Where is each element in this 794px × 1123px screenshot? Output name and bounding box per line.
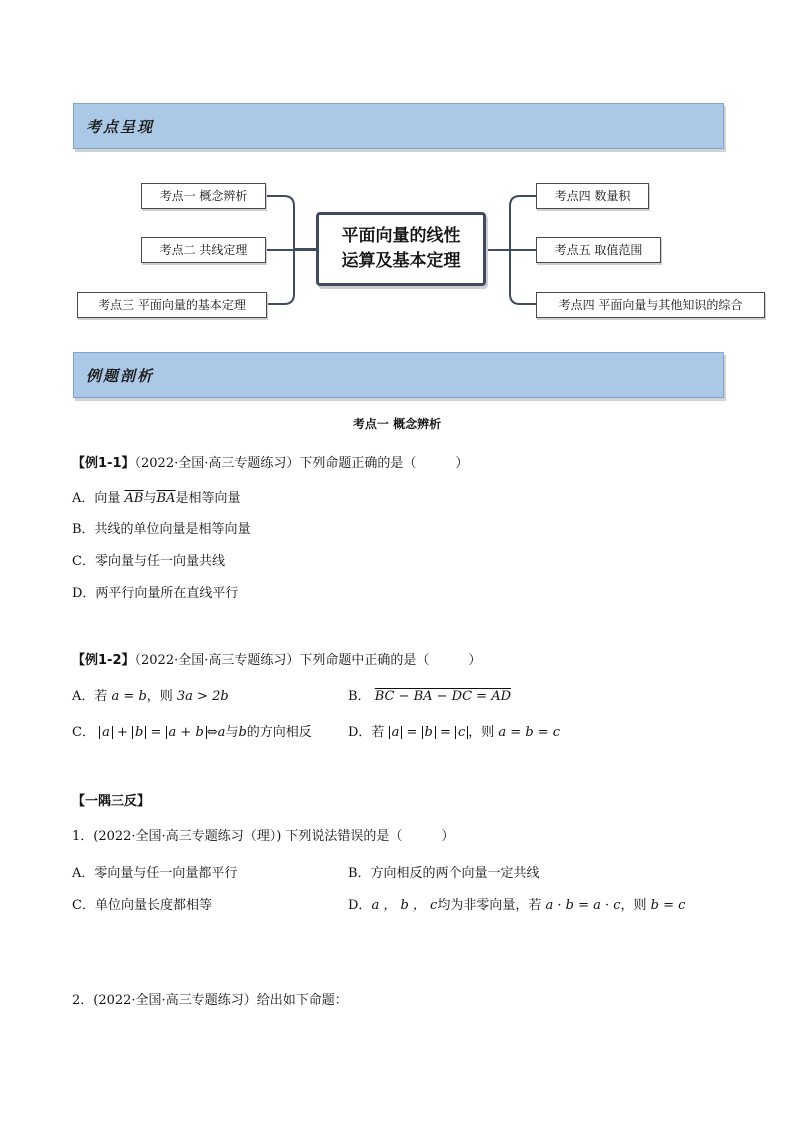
mindmap-center-node (316, 212, 486, 286)
mindmap-node-left-1: 考点一 概念辨析 (141, 183, 266, 209)
example-1-2-option-d: D．若 a = b = c ，则 a = b = c (348, 725, 561, 740)
mindmap-node-left-3: 考点三 平面向量的基本定理 (77, 292, 267, 318)
mindmap-node-right-1: 考点四 数量积 (536, 183, 649, 209)
formula: ⇔ (206, 725, 218, 740)
example-1-2-option-a (72, 685, 229, 704)
option-text: D．若 (348, 725, 389, 740)
example-label: 【例1-1】 (72, 456, 135, 471)
formula: a · b = a · c (545, 898, 621, 913)
option-text: ，则 (468, 725, 499, 740)
option-text: A．若 (72, 689, 112, 704)
practice-q1-option-c: C．单位向量长度都相等 (72, 898, 212, 913)
formula: a (99, 726, 113, 739)
practice-q1-option-a: A．零向量与任一向量都平行 (72, 866, 238, 881)
formula: a = b = c (498, 725, 561, 740)
mindmap-node-right-2: 考点五 取值范围 (536, 237, 661, 263)
example-1-1-option-c: C．零向量与任一向量共线 (72, 554, 225, 569)
option-text: A．向量 (72, 491, 125, 506)
formula: a (217, 725, 226, 740)
formula: a = b (111, 689, 147, 704)
example-1-2-stem (72, 649, 481, 668)
formula: b (132, 726, 146, 739)
option-text: 的方向相反 (246, 725, 312, 740)
banner-title: 考点呈现 (86, 118, 155, 136)
formula: b = c (650, 898, 686, 913)
formula: a ， b ， c (371, 898, 438, 913)
option-text: 与 (143, 491, 157, 506)
formula: 3a > 2b (176, 689, 229, 704)
example-1-1-stem (72, 452, 468, 471)
example-label: 【例1-2】 (72, 653, 135, 668)
practice-q1-option-b: B．方向相反的两个向量一定共线 (348, 866, 540, 881)
vector-ab: $\overline{AB}$ (124, 491, 144, 506)
practice-q2-stem: 2．(2022·全国·高三专题练习）给出如下命题： (72, 993, 348, 1008)
formula: c (455, 726, 468, 739)
example-1-1-option-d: D．两平行向量所在直线平行 (72, 586, 239, 601)
mindmap-connectors (0, 0, 794, 340)
section-banner-examples (73, 352, 724, 398)
formula: b (238, 725, 247, 740)
vector-ba: $\overline{BA}$ (156, 491, 176, 506)
banner-title: 例题剖析 (86, 367, 155, 385)
mindmap-center-line2: 运算及基本定理 (341, 251, 461, 271)
formula: a + b (166, 726, 207, 739)
formula: b (422, 726, 436, 739)
practice-q1-option-d (348, 894, 685, 913)
practice-q1-stem: 1．(2022·全国·高三专题练习（理）) 下列说法错误的是（ ） (72, 829, 455, 844)
option-text: 与 (225, 725, 239, 740)
formula: BC − BA − DC = AD (374, 689, 512, 704)
example-1-1-option-a (72, 487, 240, 506)
option-text: ，则 (146, 689, 177, 704)
option-text: 是相等向量 (175, 491, 241, 506)
mindmap-center-line1: 平面向量的线性 (341, 226, 461, 246)
question-text: （2022·全国·高三专题练习）下列命题正确的是（ ） (134, 456, 469, 471)
topic-title: 考点一 概念辨析 (352, 417, 442, 431)
option-text: ，则 (620, 898, 651, 913)
mindmap-node-right-3: 考点四 平面向量与其他知识的综合 (536, 292, 765, 318)
mindmap-node-left-2: 考点二 共线定理 (141, 237, 266, 263)
formula: a (389, 726, 403, 739)
question-text: （2022·全国·高三专题练习）下列命题中正确的是（ ） (134, 653, 482, 668)
option-text: D． (348, 898, 372, 913)
option-text: C． (72, 725, 100, 740)
example-1-2-option-b (348, 685, 511, 704)
option-text: B． (348, 689, 375, 704)
practice-heading: 【一隅三反】 (72, 794, 151, 809)
example-1-1-option-b: B．共线的单位向量是相等向量 (72, 522, 251, 537)
example-1-2-option-c: C． a + b = a + b ⇔a与b的方向相反 (72, 725, 312, 740)
option-text: 均为非零向量，若 (437, 898, 546, 913)
